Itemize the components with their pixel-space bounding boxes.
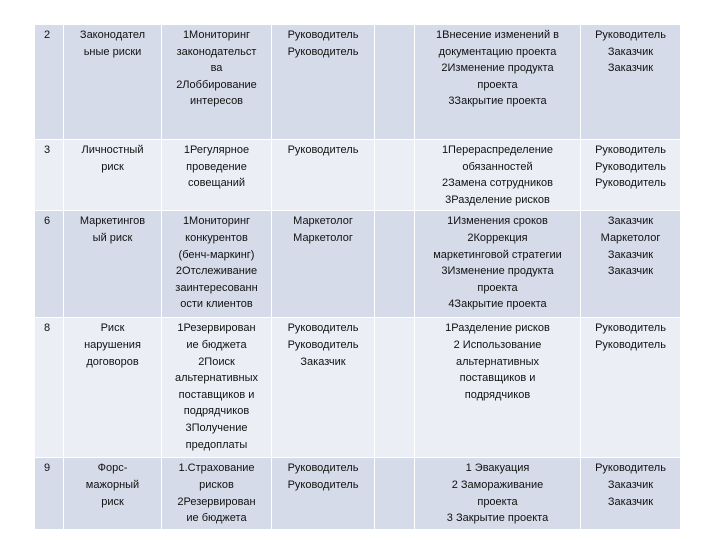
cell-text-line: интересов bbox=[189, 95, 244, 108]
cell-text-line: Руководитель bbox=[595, 177, 666, 190]
cell-text-line: Руководитель bbox=[595, 160, 666, 173]
cell-text-line: ости клиентов bbox=[180, 298, 253, 311]
cell-text-line: 1Перераспределение bbox=[441, 144, 554, 156]
cell-text-line: 3 Закрытие проекта bbox=[446, 512, 549, 525]
actions-responsible-cell bbox=[581, 211, 681, 318]
cell-text-line: Руководитель bbox=[287, 45, 359, 58]
actions-cell bbox=[415, 211, 581, 318]
cell-text-line: Заказчик bbox=[607, 215, 654, 228]
cell-text-line: Заказчик bbox=[607, 495, 654, 508]
cell-text-line: подрядчиков bbox=[183, 405, 250, 418]
cell-text-line: предоплаты bbox=[185, 438, 248, 451]
cell-text-line: Руководитель bbox=[595, 144, 666, 156]
risk-name-cell bbox=[64, 458, 162, 529]
cell-text-line: Маркетингов bbox=[79, 215, 146, 228]
empty-cell bbox=[375, 140, 415, 211]
cell-text-line: 2Коррекция bbox=[467, 231, 528, 244]
cell-text-line: Руководитель bbox=[287, 478, 359, 491]
cell-text-line: Форс- bbox=[97, 462, 128, 475]
cell-text-line: 3Закрытие проекта bbox=[448, 95, 547, 108]
empty-cell bbox=[375, 25, 415, 140]
table-row bbox=[35, 318, 681, 458]
cell-text-line: 1Регулярное bbox=[183, 144, 250, 156]
cell-text-line: 1Внесение изменений в bbox=[436, 29, 559, 41]
cell-text-line: 3Изменение продукта bbox=[441, 265, 554, 278]
cell-text-line: 1Резервирован bbox=[177, 322, 256, 335]
actions-responsible-cell bbox=[581, 25, 681, 140]
cell-text-line: альтернативных bbox=[174, 372, 258, 385]
cell-text-line: Законодател bbox=[79, 29, 146, 41]
cell-text-line: Риск bbox=[100, 322, 125, 335]
cell-text-line: проекта bbox=[477, 78, 518, 91]
actions-responsible-cell bbox=[581, 458, 681, 529]
cell-text-line: (бенч-маркинг) bbox=[178, 248, 255, 261]
cell-text-line: нарушения bbox=[84, 338, 141, 351]
cell-text-line: риск bbox=[101, 160, 124, 173]
cell-text-line: Заказчик bbox=[607, 62, 654, 75]
measures-responsible-cell bbox=[272, 211, 375, 318]
cell-text-line: 1Разделение рисков bbox=[445, 322, 550, 335]
cell-text-line: проведение bbox=[186, 160, 247, 173]
table-row bbox=[35, 25, 681, 140]
measures-cell bbox=[162, 25, 272, 140]
cell-text-line: 2Поиск bbox=[198, 355, 235, 368]
risk-name-cell bbox=[64, 140, 162, 211]
cell-text-line: 4Закрытие проекта bbox=[448, 298, 547, 311]
cell-text-line: Заказчик bbox=[607, 45, 654, 58]
cell-text-line: Заказчик bbox=[300, 355, 346, 368]
row-number-cell: 9 bbox=[35, 458, 64, 529]
cell-text-line: Руководитель bbox=[595, 29, 666, 41]
cell-text-line: Маркетолог bbox=[293, 231, 353, 244]
measures-cell bbox=[162, 318, 272, 458]
cell-text-line: альтернативных bbox=[455, 355, 539, 368]
risk-name-cell bbox=[64, 211, 162, 318]
measures-responsible-cell bbox=[272, 318, 375, 458]
table-row bbox=[35, 458, 681, 529]
cell-text-line: Руководитель bbox=[287, 322, 359, 335]
cell-text-line: Руководитель bbox=[287, 144, 359, 156]
table-row bbox=[35, 140, 681, 211]
cell-text-line: Руководитель bbox=[287, 29, 359, 41]
cell-text-line: 1 Эвакуация bbox=[465, 462, 530, 475]
cell-text-line: маркетинговой стратегии bbox=[433, 248, 562, 261]
cell-text-line: риск bbox=[101, 495, 124, 508]
cell-text-line: 2Замена сотрудников bbox=[441, 177, 553, 190]
cell-text-line: обязанностей bbox=[462, 160, 533, 173]
cell-text-line: 3Получение bbox=[185, 421, 248, 434]
actions-cell bbox=[415, 458, 581, 529]
cell-text-line: 1.Страхование bbox=[178, 462, 255, 475]
cell-text-line: Маркетолог bbox=[600, 231, 661, 244]
measures-responsible-cell bbox=[272, 140, 375, 211]
cell-text-line: проекта bbox=[477, 495, 518, 508]
cell-text-line: договоров bbox=[86, 355, 139, 368]
empty-cell bbox=[375, 211, 415, 318]
cell-text-line: 2Резервирован bbox=[177, 495, 256, 508]
cell-text-line: 2Лоббирование bbox=[176, 78, 257, 91]
cell-text-line: ый риск bbox=[92, 231, 133, 244]
cell-text-line: Руководитель bbox=[595, 338, 666, 351]
cell-text-line: ьные риски bbox=[83, 45, 142, 58]
cell-text-line: 2Изменение продукта bbox=[441, 62, 554, 75]
cell-text-line: Заказчик bbox=[607, 265, 654, 278]
cell-text-line: 1Мониторинг bbox=[182, 215, 251, 228]
cell-text-line: 2 Замораживание bbox=[451, 478, 544, 491]
row-number-cell: 8 bbox=[35, 318, 64, 458]
actions-responsible-cell bbox=[581, 318, 681, 458]
cell-text-line: поставщиков и bbox=[459, 372, 536, 385]
risk-table bbox=[34, 24, 681, 530]
cell-text-line: рисков bbox=[199, 478, 234, 491]
cell-text-line: подрядчиков bbox=[464, 388, 531, 401]
cell-text-line: Заказчик bbox=[607, 478, 654, 491]
cell-text-line: проекта bbox=[477, 281, 518, 294]
actions-cell bbox=[415, 318, 581, 458]
actions-responsible-cell bbox=[581, 140, 681, 211]
cell-text-line: законодательст bbox=[176, 45, 257, 58]
measures-cell bbox=[162, 211, 272, 318]
cell-text-line: совещаний bbox=[187, 177, 246, 190]
cell-text-line: конкурентов bbox=[185, 231, 248, 244]
cell-text-line: Руководитель bbox=[287, 338, 359, 351]
cell-text-line: Руководитель bbox=[287, 462, 359, 475]
row-number-cell: 6 bbox=[35, 211, 64, 318]
measures-responsible-cell bbox=[272, 25, 375, 140]
cell-text-line: 2Отслеживание bbox=[175, 265, 258, 278]
measures-responsible-cell bbox=[272, 458, 375, 529]
cell-text-line: Руководитель bbox=[595, 322, 666, 335]
cell-text-line: ие бюджета bbox=[186, 338, 247, 351]
measures-cell bbox=[162, 140, 272, 211]
cell-text-line: документацию проекта bbox=[438, 45, 557, 58]
actions-cell bbox=[415, 140, 581, 211]
cell-text-line: 1Мониторинг bbox=[182, 29, 251, 41]
cell-text-line: поставщиков и bbox=[178, 388, 255, 401]
cell-text-line: 1Изменения сроков bbox=[447, 215, 548, 228]
measures-cell bbox=[162, 458, 272, 529]
row-number-cell: 3 bbox=[35, 140, 64, 211]
cell-text-line: 2 Использование bbox=[453, 338, 542, 351]
cell-text-line: Заказчик bbox=[607, 248, 654, 261]
cell-text-line: Руководитель bbox=[595, 462, 666, 475]
empty-cell bbox=[375, 318, 415, 458]
cell-text-line: ие бюджета bbox=[186, 512, 247, 525]
cell-text-line: 3Разделение рисков bbox=[445, 193, 550, 206]
actions-cell bbox=[415, 25, 581, 140]
risk-name-cell bbox=[64, 318, 162, 458]
cell-text-line: заинтересованн bbox=[175, 281, 258, 294]
table-row bbox=[35, 211, 681, 318]
cell-text-line: мажорный bbox=[85, 478, 140, 491]
cell-text-line: Маркетолог bbox=[293, 215, 353, 228]
empty-cell bbox=[375, 458, 415, 529]
cell-text-line: Личностный bbox=[81, 144, 144, 156]
row-number-cell: 2 bbox=[35, 25, 64, 140]
cell-text-line: ва bbox=[210, 62, 223, 75]
risk-name-cell bbox=[64, 25, 162, 140]
